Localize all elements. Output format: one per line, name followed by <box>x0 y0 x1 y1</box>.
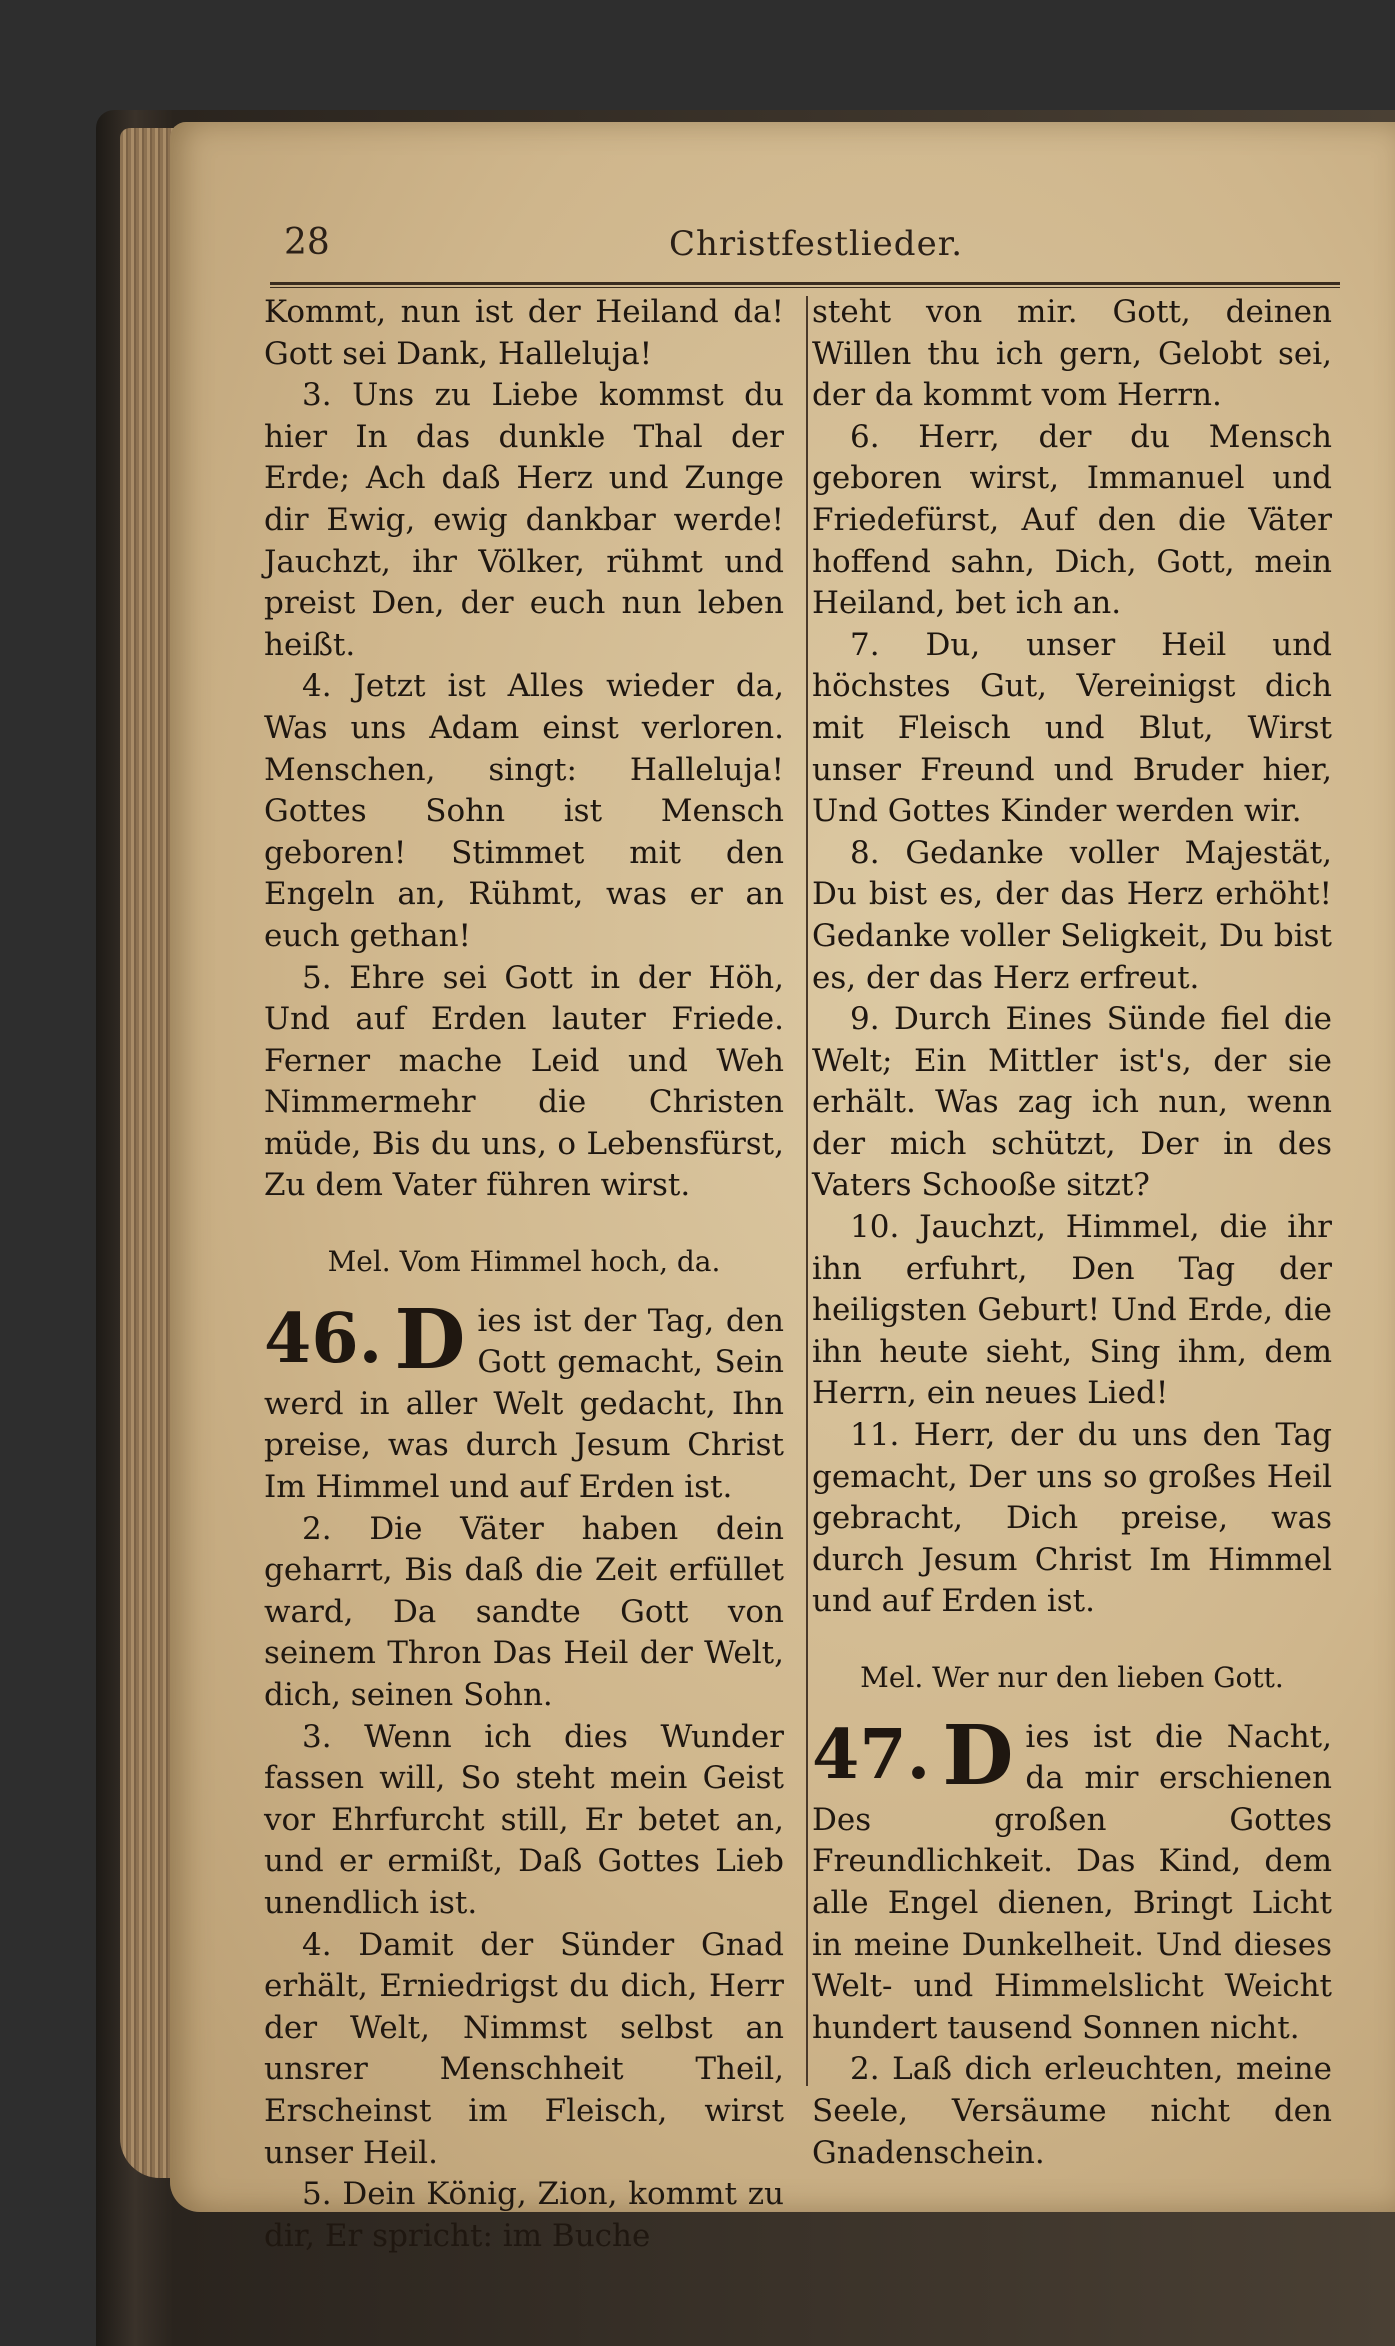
paragraph: Kommt, nun ist der Heiland da! Gott sei Dank, Halleluja! <box>264 294 784 372</box>
hymn-47-start <box>812 1707 1332 2050</box>
running-title: Christfestlieder. <box>668 224 964 264</box>
verse-3: 3. Uns zu Liebe kommst du hier In das dunkle Thal der Erde; Ach daß Herz und Zunge dir Ewig, ewig dankbar werde! Jauchzt, ihr Völker, rühmt und preist Den, der euch nun leben heißt. <box>264 377 784 663</box>
verse-9: 9. Durch Eines Sünde fiel die Welt; Ein Mittler ist's, der sie erhält. Was zag ich nun, wenn der mich schützt, Der in des Vaters Schooße sitzt? <box>812 1001 1332 1204</box>
verse-2: 2. Die Väter haben dein geharrt, Bis daß die Zeit erfüllet ward, Da sandte Gott von seinem Thron Das Heil der Welt, dich, seinen Sohn. <box>264 1510 784 1713</box>
header-rule <box>270 282 1340 288</box>
hymn-46-start <box>264 1291 784 1509</box>
page-number: 28 <box>284 222 330 263</box>
melody-line: Mel. Wer nur den lieben Gott. <box>860 1661 1284 1694</box>
verse-2b: 2. Laß dich erleuchten, meine Seele, Versäume nicht den Gnadenschein. <box>812 2051 1332 2171</box>
right-column <box>812 292 1332 2174</box>
hymn-first-verse: ies ist der Tag, den Gott gemacht, Sein werd in aller Welt gedacht, Ihn preise, was durch Jesum Christ Im Himmel und auf Erden ist. <box>264 1302 784 1506</box>
verse-8: 8. Gedanke voller Majestät, Du bist es, der das Herz erhöht! Gedanke voller Seligkeit, Du bist es, der das Herz erfreut. <box>812 834 1332 996</box>
verse-7: 7. Du, unser Heil und höchstes Gut, Vereinigst dich mit Fleisch und Blut, Wirst unser Freund und Bruder hier, Und Gottes Kinder werden wir. <box>812 626 1332 830</box>
paragraph: steht von mir. Gott, deinen Willen thu ich gern, Gelobt sei, der da kommt vom Herrn. <box>812 294 1332 414</box>
page-header <box>276 222 1356 266</box>
verse-11: 11. Herr, der du uns den Tag gemacht, Der uns so großes Heil gebracht, Dich preise, was durch Jesum Christ Im Himmel und auf Erden ist. <box>812 1417 1332 1620</box>
left-column <box>264 292 784 2257</box>
verse-4: 4. Jetzt ist Alles wieder da, Was uns Adam einst verloren. Menschen, singt: Halleluja! Gottes Sohn ist Mensch geboren! Stimmet mit den Engeln an, Rühmt, was er an euch gethan! <box>264 668 784 954</box>
verse-5b: 5. Dein König, Zion, kommt zu dir, Er spricht: im Buche <box>264 2176 784 2254</box>
drop-cap: D <box>394 1291 466 1388</box>
verse-5: 5. Ehre sei Gott in der Höh, Und auf Erden lauter Friede. Ferner mache Leid und Weh Nimmermehr die Christen müde, Bis du uns, o Lebensfürst, Zu dem Vater führen wirst. <box>264 959 784 1204</box>
melody-line: Mel. Vom Himmel hoch, da. <box>327 1245 721 1279</box>
verse-10: 10. Jauchzt, Himmel, die ihr ihn erfuhrt, Den Tag der heiligsten Geburt! Und Erde, die ihn heute sieht, Sing ihm, dem Herrn, ein neues Lied! <box>812 1209 1332 1412</box>
verse-4b: 4. Damit der Sünder Gnad erhält, Erniedrigst du dich, Herr der Welt, Nimmst selbst an unsrer Menschheit Theil, Erscheinst im Fleisch, wirst unser Heil. <box>264 1926 784 2171</box>
column-divider <box>806 296 808 2086</box>
drop-cap: D <box>942 1707 1014 1804</box>
hymn-number: 46. <box>264 1298 383 1379</box>
hymn-number: 47. <box>812 1714 931 1795</box>
hymn-first-verse: ies ist die Nacht, da mir erschienen Des großen Gottes Freundlichkeit. Das Kind, dem alle Engel dienen, Bringt Licht in meine Dunkelheit. Und dieses Welt- und Himmelslicht Weicht hundert tausend Sonnen nicht. <box>812 1718 1332 2046</box>
verse-3b: 3. Wenn ich dies Wunder fassen will, So steht mein Geist vor Ehrfurcht still, Er betet an, und er ermißt, Daß Gottes Lieb unendlich ist. <box>264 1718 784 1921</box>
verse-6: 6. Herr, der du Mensch geboren wirst, Immanuel und Friedefürst, Auf den die Väter hoffend sahn, Dich, Gott, mein Heiland, bet ich an. <box>812 418 1332 622</box>
